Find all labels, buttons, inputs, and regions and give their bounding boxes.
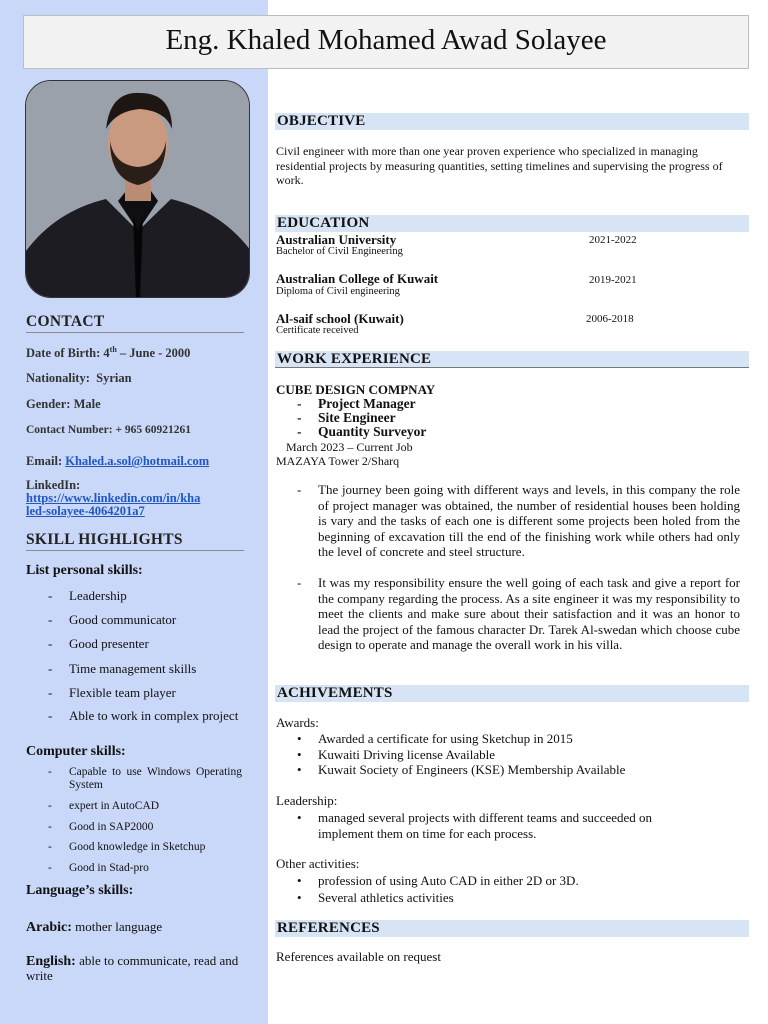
gender <box>26 397 244 412</box>
person-portrait-icon <box>26 81 250 298</box>
linkedin-link[interactable] <box>26 492 244 518</box>
list-bullet: - <box>297 575 302 590</box>
other-activities-label: Other activities: <box>276 856 360 871</box>
education-years: 2019-2021 <box>589 274 637 286</box>
nationality <box>26 371 244 386</box>
dob-sup: th <box>109 345 117 354</box>
education-years: 2006-2018 <box>586 313 634 325</box>
list-item: - Good in SAP2000 <box>48 821 154 833</box>
achievements-heading: ACHIVEMENTS <box>275 685 749 702</box>
education-years: 2021-2022 <box>589 234 637 246</box>
job-dates: March 2023 – Current Job <box>286 440 413 454</box>
list-item: - Good presenter <box>48 636 149 651</box>
awards-label: Awards: <box>276 715 319 730</box>
company-name: CUBE DESIGN COMPNAY <box>276 382 436 397</box>
linkedin <box>26 479 244 518</box>
list-item: - Leadership <box>48 588 127 603</box>
linkedin-link-line2: led-solayee-4064201a7 <box>26 504 145 518</box>
education-school: Australian University <box>276 232 397 247</box>
linkedin-link-line1: https://www.linkedin.com/in/kha <box>26 491 201 505</box>
references-text: References available on request <box>276 949 441 964</box>
list-item: - Flexible team player <box>48 685 176 700</box>
profile-photo <box>25 80 250 298</box>
list-item: - Capable to use Windows Operating System <box>48 766 242 791</box>
dob-day: 4 <box>103 346 110 361</box>
computer-skills-label: Computer skills: <box>26 744 126 759</box>
email-link[interactable]: Khaled.a.sol@hotmail.com <box>65 454 210 468</box>
education-degree: Bachelor of Civil Engineering <box>276 246 403 257</box>
arabic-value: mother language <box>75 919 163 934</box>
objective-text: Civil engineer with more than one year proven experience who specialized in managing residential projects by measuring quantities, setting timelines and supervising the progress of work. <box>276 144 723 187</box>
linkedin-label: LinkedIn: <box>26 478 81 492</box>
name-banner <box>23 15 749 69</box>
dob-rest: – June - 2000 <box>119 346 191 361</box>
role-item: - Site Engineer <box>297 410 396 425</box>
role-item: - Quantity Surveyor <box>297 424 427 439</box>
dob-label: Date of Birth: <box>26 346 101 361</box>
list-bullet: - <box>297 482 302 497</box>
language-skills-label: Language’s skills: <box>26 883 134 898</box>
email <box>26 454 244 469</box>
skill-highlights-heading: SKILL HIGHLIGHTS <box>26 531 244 551</box>
gender-label: Gender: <box>26 397 71 411</box>
phone-label: Contact Number: <box>26 424 113 436</box>
phone-value: + 965 60921261 <box>115 424 191 436</box>
work-paragraph: It was my responsibility ensure the well going of each task and give a report for the company regarding the process. As a site engineer it was my responsibility to meet the clients and make sure about their satisfaction and it was an honor to lead the project of the famous character Dr. Tarek Al-swedan which choose cube design to operate and manage the overall work in his villa. <box>318 575 740 652</box>
role-item: - Project Manager <box>297 396 416 411</box>
list-item: - Time management skills <box>48 661 197 676</box>
english-label: English: <box>26 954 76 969</box>
education-school: Al-saif school (Kuwait) <box>276 311 404 326</box>
education-school: Australian College of Kuwait <box>276 271 439 286</box>
email-label: Email: <box>26 454 63 468</box>
arabic-label: Arabic: <box>26 920 72 935</box>
nationality-label: Nationality: <box>26 371 90 385</box>
education-degree: Certificate received <box>276 325 359 336</box>
list-item: - expert in AutoCAD <box>48 800 160 812</box>
list-item: - Good communicator <box>48 612 177 627</box>
contact-number <box>26 424 244 436</box>
nationality-value: Syrian <box>96 371 132 385</box>
list-item: - Good knowledge in Sketchup <box>48 841 206 853</box>
date-of-birth <box>26 345 244 361</box>
objective-heading: OBJECTIVE <box>275 113 749 130</box>
list-item: - Good in Stad-pro <box>48 862 149 874</box>
education-degree: Diploma of Civil engineering <box>276 286 400 297</box>
english-skill <box>26 954 244 983</box>
gender-value: Male <box>73 397 101 411</box>
english-value: able to communicate, read and write <box>26 953 239 983</box>
leadership-label: Leadership: <box>276 793 338 808</box>
job-location: MAZAYA Tower 2/Sharq <box>276 454 400 468</box>
contact-heading: CONTACT <box>26 313 244 333</box>
education-heading: EDUCATION <box>275 215 749 232</box>
references-heading: REFERENCES <box>275 920 749 937</box>
list-item: - Able to work in complex project <box>48 708 239 723</box>
page-title: Eng. Khaled Mohamed Awad Solayee <box>165 24 607 56</box>
work-experience-heading: WORK EXPERIENCE <box>275 351 749 368</box>
arabic-skill <box>26 919 244 936</box>
personal-skills-label: List personal skills: <box>26 563 143 578</box>
work-paragraph: The journey been going with different ways and levels, in this company the role of project manager was obtained, the number of residential houses been holding is vary and the tasks of each one is different some projects been holed from the beginning of excavation till the end of the finishing work while others had only the level of concrete and steel structure. <box>318 482 740 559</box>
